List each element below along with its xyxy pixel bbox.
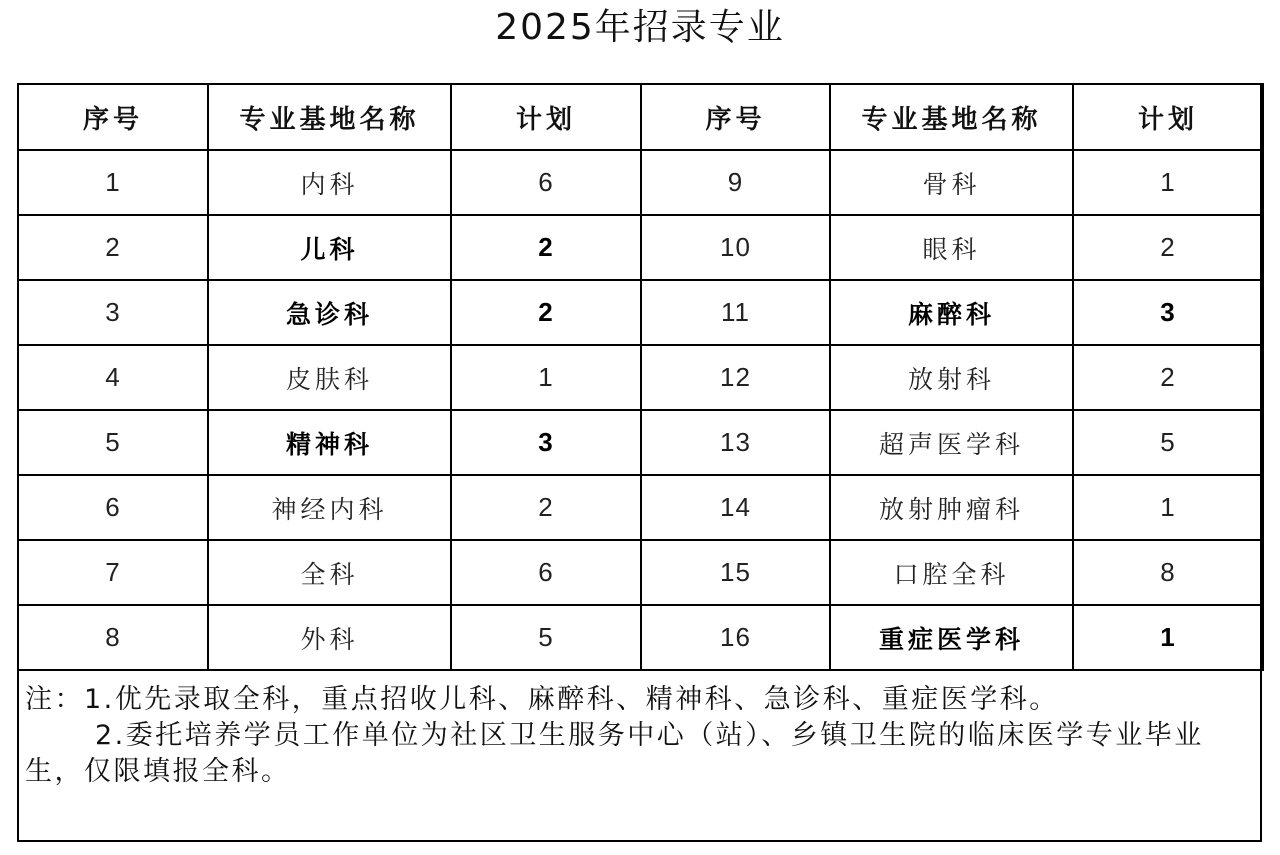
cell-name-left: 儿科 (208, 215, 451, 280)
cell-name-right: 放射科 (830, 345, 1073, 410)
cell-seq-right: 15 (641, 540, 830, 605)
cell-plan-right: 2 (1073, 215, 1263, 280)
header-seq-right: 序号 (641, 84, 830, 150)
cell-seq-left: 1 (18, 150, 208, 215)
cell-plan-right: 3 (1073, 280, 1263, 345)
cell-plan-right: 1 (1073, 150, 1263, 215)
cell-plan-left: 6 (451, 150, 641, 215)
header-name-right: 专业基地名称 (830, 84, 1073, 150)
note-1: 注：1.优先录取全科，重点招收儿科、麻醉科、精神科、急诊科、重症医学科。 (25, 684, 1059, 715)
cell-name-right: 眼科 (830, 215, 1073, 280)
cell-seq-left: 3 (18, 280, 208, 345)
cell-seq-left: 7 (18, 540, 208, 605)
page-title: 2025年招录专业 (495, 7, 785, 48)
cell-name-right: 超声医学科 (830, 410, 1073, 475)
header-plan-left: 计划 (451, 84, 641, 150)
cell-name-right: 麻醉科 (830, 280, 1073, 345)
cell-plan-right: 1 (1073, 475, 1263, 540)
cell-plan-left: 1 (451, 345, 641, 410)
cell-name-left: 内科 (208, 150, 451, 215)
cell-seq-left: 2 (18, 215, 208, 280)
cell-seq-right: 10 (641, 215, 830, 280)
cell-plan-left: 5 (451, 605, 641, 670)
cell-name-left: 全科 (208, 540, 451, 605)
cell-name-right: 骨科 (830, 150, 1073, 215)
cell-name-left: 精神科 (208, 410, 451, 475)
cell-plan-left: 2 (451, 280, 641, 345)
header-name-left: 专业基地名称 (208, 84, 451, 150)
cell-plan-right: 5 (1073, 410, 1263, 475)
cell-name-right: 重症医学科 (830, 605, 1073, 670)
cell-plan-left: 2 (451, 215, 641, 280)
cell-plan-right: 2 (1073, 345, 1263, 410)
cell-name-left: 神经内科 (208, 475, 451, 540)
cell-name-right: 放射肿瘤科 (830, 475, 1073, 540)
cell-seq-left: 4 (18, 345, 208, 410)
header-plan-right: 计划 (1073, 84, 1263, 150)
cell-seq-right: 13 (641, 410, 830, 475)
cell-name-left: 急诊科 (208, 280, 451, 345)
cell-plan-right: 1 (1073, 605, 1263, 670)
cell-seq-right: 16 (641, 605, 830, 670)
cell-seq-left: 5 (18, 410, 208, 475)
header-seq-left: 序号 (18, 84, 208, 150)
cell-plan-left: 2 (451, 475, 641, 540)
outer-frame (17, 83, 1262, 842)
cell-plan-right: 8 (1073, 540, 1263, 605)
cell-seq-left: 6 (18, 475, 208, 540)
cell-name-right: 口腔全科 (830, 540, 1073, 605)
cell-seq-right: 11 (641, 280, 830, 345)
cell-plan-left: 3 (451, 410, 641, 475)
cell-name-left: 皮肤科 (208, 345, 451, 410)
cell-seq-right: 14 (641, 475, 830, 540)
cell-seq-right: 12 (641, 345, 830, 410)
cell-seq-left: 8 (18, 605, 208, 670)
cell-name-left: 外科 (208, 605, 451, 670)
cell-seq-right: 9 (641, 150, 830, 215)
note-2: 2.委托培养学员工作单位为社区卫生服务中心（站）、乡镇卫生院的临床医学专业毕业生，仅限填报全科。 (25, 720, 1204, 787)
cell-plan-left: 6 (451, 540, 641, 605)
